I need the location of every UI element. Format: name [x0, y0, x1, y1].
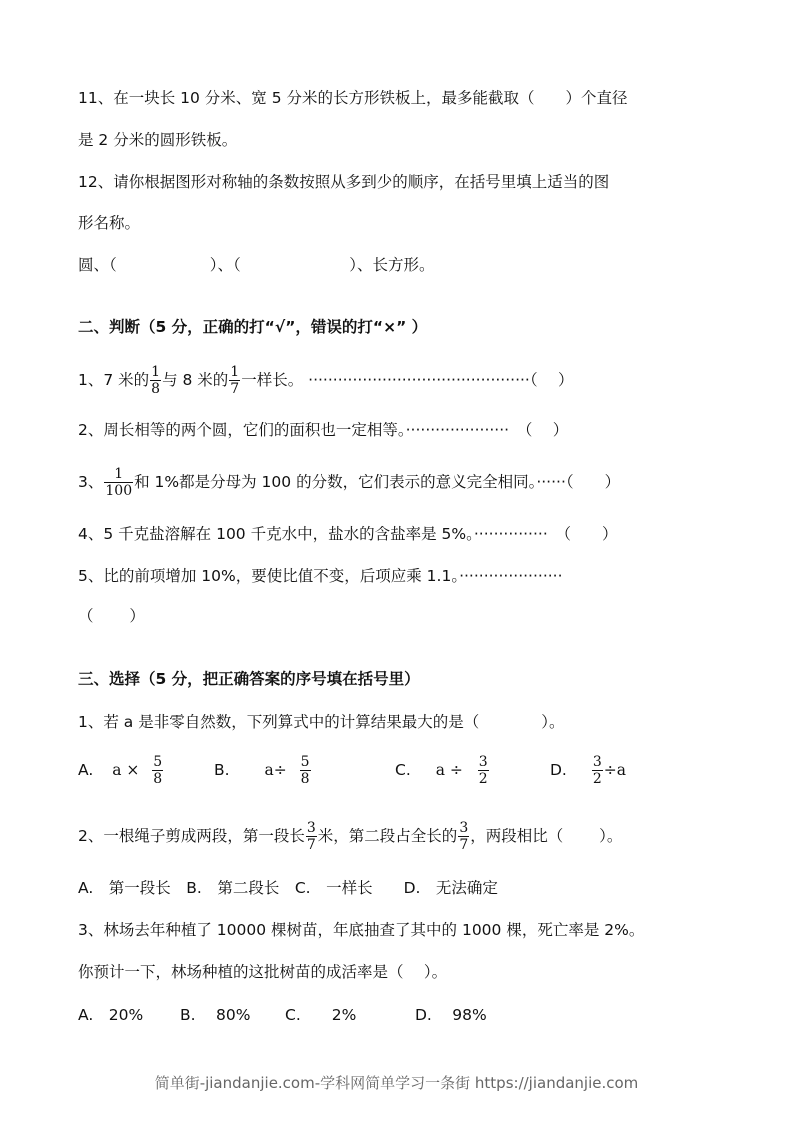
frac-den: 2 [478, 771, 488, 787]
frac-num: 1 [114, 466, 124, 482]
frac-den: 7 [459, 837, 469, 853]
frac-den: 7 [306, 837, 316, 853]
fraction-1-100 [104, 466, 133, 499]
q2-mid: 米，第二段占全长的 [317, 827, 458, 845]
option-label: A. [78, 761, 94, 779]
fraction-1-8 [150, 364, 161, 397]
section2-heading: 二、判断（5 分，正确的打“√”，错误的打“×” ） [78, 318, 428, 336]
judge-1-pre: 1、7 米的 [78, 371, 150, 389]
choice-q3-option-c: C. 2% [285, 1006, 357, 1024]
frac-num: 5 [300, 754, 310, 770]
frac-num: 5 [153, 754, 163, 770]
judge-item-1 [78, 362, 574, 398]
frac-num: 1 [151, 364, 161, 380]
choice-q2-text [78, 818, 622, 854]
option-label: C. [395, 761, 411, 779]
choice-q2-options: A. 第一段长 B. 第二段长 C. 一样长 D. 无法确定 [78, 879, 498, 897]
judge-item-3 [78, 464, 620, 500]
option-expr: a × [112, 761, 140, 779]
choice-q3-line2: 你预计一下，林场种植的这批树苗的成活率是（ ）。 [78, 963, 448, 981]
fraction-3-7 [458, 820, 469, 853]
judge-item-2: 2、周长相等的两个圆，它们的面积也一定相等。····················· （ ） [78, 421, 569, 439]
judge-item-5-line1: 5、比的前项增加 10%，要使比值不变，后项应乘 1.1。····················· [78, 567, 563, 585]
choice-q1-option-c [395, 754, 490, 787]
frac-den: 8 [300, 771, 310, 787]
judge-item-5-line2: （ ） [78, 607, 145, 625]
fraction-1-7 [229, 364, 240, 397]
frac-num: 1 [230, 364, 240, 380]
choice-q1-option-d [550, 754, 626, 787]
fraction-5-8 [152, 754, 163, 787]
option-expr: ÷a [603, 761, 626, 779]
judge-1-mid: 与 8 米的 [162, 371, 229, 389]
q11-line1: 11、在一块长 10 分米、宽 5 分米的长方形铁板上，最多能截取（ ）个直径 [78, 89, 628, 107]
frac-den: 100 [105, 483, 133, 499]
q2-post: ，两段相比（ ）。 [470, 827, 623, 845]
choice-q1-option-a [78, 754, 164, 787]
choice-q3-line1: 3、林场去年种植了 10000 棵树苗，年底抽查了其中的 1000 棵，死亡率是 2%。 [78, 921, 645, 939]
judge-1-post: 一样长。 ·············································（ ） [241, 371, 574, 389]
frac-den: 2 [592, 771, 602, 787]
q12-line1: 12、请你根据图形对称轴的条数按照从多到少的顺序，在括号里填上适当的图 [78, 173, 610, 191]
choice-q3-option-b: B. 80% [180, 1006, 251, 1024]
judge-item-4: 4、5 千克盐溶解在 100 千克水中，盐水的含盐率是 5%。··············· （ ） [78, 525, 618, 543]
fraction-3-2 [478, 754, 489, 787]
frac-den: 8 [151, 381, 161, 397]
section3-heading: 三、选择（5 分，把正确答案的序号填在括号里） [78, 670, 420, 688]
frac-num: 3 [592, 754, 602, 770]
judge-3-pre: 3、 [78, 473, 104, 491]
option-expr: a ÷ [435, 761, 463, 779]
option-expr: a÷ [264, 761, 287, 779]
frac-den: 8 [153, 771, 163, 787]
fraction-5-8 [300, 754, 311, 787]
frac-num: 3 [478, 754, 488, 770]
frac-num: 3 [306, 820, 316, 836]
q12-line3: 圆、（ ）、（ ）、长方形。 [78, 256, 435, 274]
fraction-3-7 [306, 820, 317, 853]
fraction-3-2 [592, 754, 603, 787]
page-footer: 简单街-jiandanjie.com-学科网简单学习一条街 https://jiandanjie.com [154, 1074, 639, 1092]
q11-line2: 是 2 分米的圆形铁板。 [78, 131, 238, 149]
choice-q1-text: 1、若 a 是非零自然数，下列算式中的计算结果最大的是（ ）。 [78, 713, 565, 731]
choice-q3-option-d: D. 98% [415, 1006, 487, 1024]
q2-pre: 2、一根绳子剪成两段，第一段长 [78, 827, 305, 845]
frac-num: 3 [459, 820, 469, 836]
choice-q3-option-a: A. 20% [78, 1006, 144, 1024]
judge-3-post: 和 1%都是分母为 100 的分数，它们表示的意义完全相同。······（ ） [134, 473, 621, 491]
option-label: B. [214, 761, 230, 779]
frac-den: 7 [230, 381, 240, 397]
q12-line2: 形名称。 [78, 214, 141, 232]
option-label: D. [550, 761, 567, 779]
choice-q1-option-b [214, 754, 312, 787]
